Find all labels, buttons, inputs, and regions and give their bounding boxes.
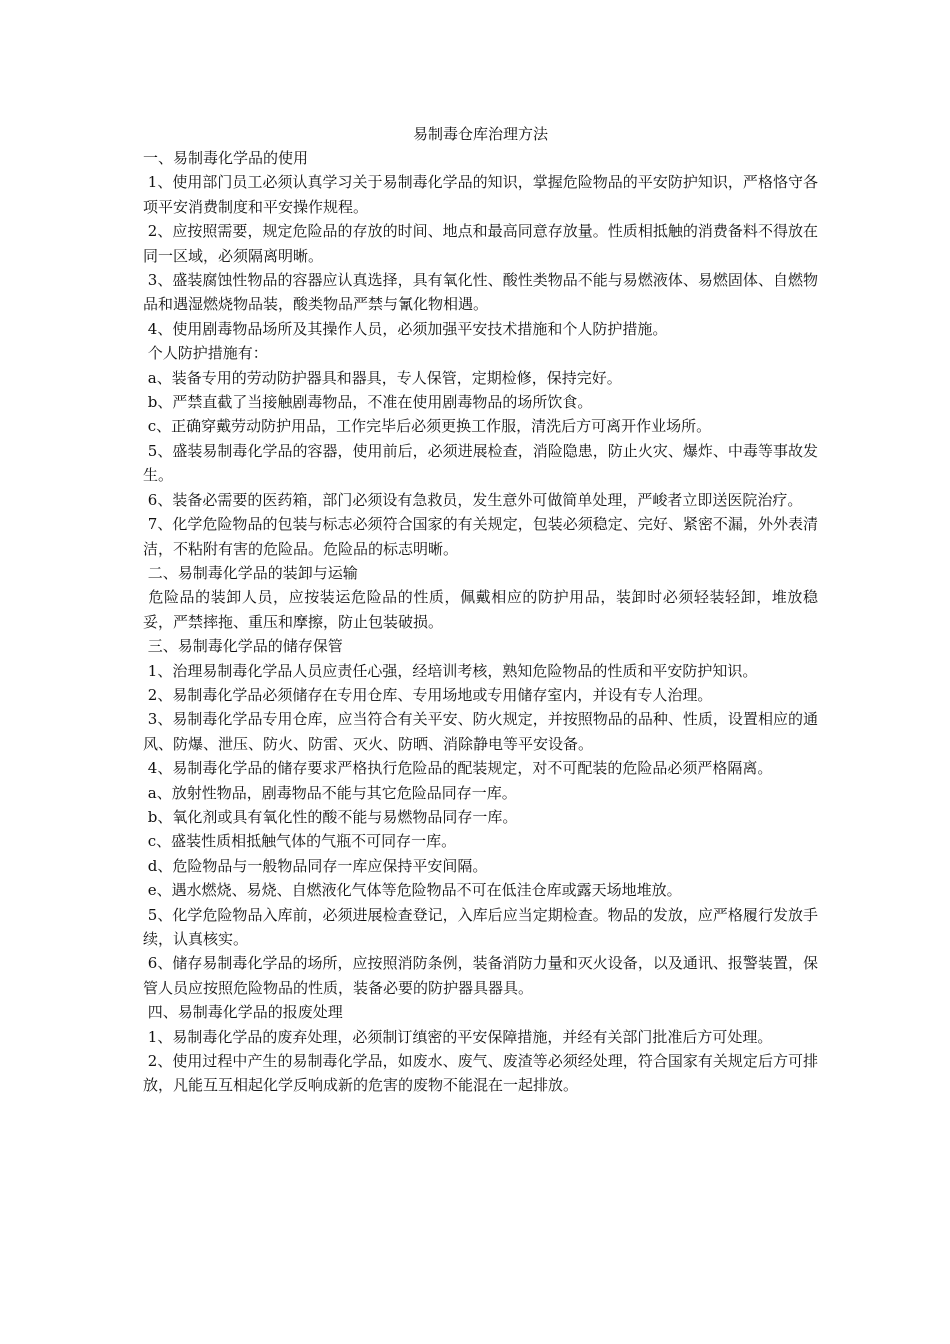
- paragraph: 四、易制毒化学品的报废处理: [143, 1003, 343, 1022]
- paragraph: 3、易制毒化学品专用仓库，应当符合有关平安、防火规定，并按照物品的品种、性质，设置相应的通风、防爆、泄压、防火、防雷、灭火、防晒、消除静电等平安设备。: [143, 710, 818, 753]
- paragraph: 2、易制毒化学品必须储存在专用仓库、专用场地或专用储存室内，并设有专人治理。: [143, 685, 713, 704]
- paragraph: 4、易制毒化学品的储存要求严格执行危险品的配装规定，对不可配装的危险品必须严格隔离。: [143, 759, 773, 778]
- paragraph: 危险品的装卸人员，应按装运危险品的性质，佩戴相应的防护用品，装卸时必须轻装轻卸，堆放稳妥，严禁摔拖、重压和摩擦，防止包装破损。: [143, 588, 818, 631]
- paragraph: 2、应按照需要，规定危险品的存放的时间、地点和最高同意存放量。性质相抵触的消费备料不得放在同一区域，必须隔离明晰。: [143, 222, 818, 265]
- document-title: 易制毒仓库治理方法: [412, 125, 548, 143]
- paragraph: c、正确穿戴劳动防护用品，工作完毕后必须更换工作服，清洗后方可离开作业场所。: [143, 417, 712, 436]
- paragraph: 1、使用部门员工必须认真学习关于易制毒化学品的知识，掌握危险物品的平安防护知识，严格恪守各项平安消费制度和平安操作规程。: [143, 173, 818, 216]
- paragraph: b、氧化剂或具有氧化性的酸不能与易燃物品同存一库。: [143, 807, 518, 826]
- paragraph: 二、易制毒化学品的装卸与运输: [143, 563, 358, 582]
- paragraph: 6、储存易制毒化学品的场所，应按照消防条例，装备消防力量和灭火设备，以及通讯、报警装置，保管人员应按照危险物品的性质，装备必要的防护器具器具。: [143, 954, 818, 997]
- paragraph: 个人防护措施有：: [143, 344, 268, 363]
- paragraph: 1、治理易制毒化学品人员应责任心强，经培训考核，熟知危险物品的性质和平安防护知识。: [143, 661, 758, 680]
- paragraph: b、严禁直截了当接触剧毒物品，不准在使用剧毒物品的场所饮食。: [143, 393, 593, 412]
- paragraph: e、遇水燃烧、易烧、自燃液化气体等危险物品不可在低洼仓库或露天场地堆放。: [143, 881, 682, 900]
- paragraph: 5、化学危险物品入库前，必须进展检查登记，入库后应当定期检查。物品的发放，应严格履行发放手续，认真核实。: [143, 905, 818, 948]
- paragraph: 6、装备必需要的医药箱，部门必须设有急救员，发生意外可做简单处理，严峻者立即送医院治疗。: [143, 490, 803, 509]
- document-page: [143, 122, 818, 1098]
- paragraph: d、危险物品与一般物品同存一库应保持平安间隔。: [143, 856, 488, 875]
- paragraph: a、放射性物品，剧毒物品不能与其它危险品同存一库。: [143, 783, 517, 802]
- paragraph: 1、易制毒化学品的废弃处理，必须制订缜密的平安保障措施，并经有关部门批准后方可处理。: [143, 1027, 773, 1046]
- paragraph: 2、使用过程中产生的易制毒化学品，如废水、废气、废渣等必须经处理，符合国家有关规定后方可排放，凡能互互相起化学反响成新的危害的废物不能混在一起排放。: [143, 1052, 818, 1095]
- paragraph: a、装备专用的劳动防护器具和器具，专人保管，定期检修，保持完好。: [143, 368, 622, 387]
- paragraph: 三、易制毒化学品的储存保管: [143, 637, 343, 656]
- document-body: [143, 146, 818, 1098]
- paragraph: 5、盛装易制毒化学品的容器，使用前后，必须进展检查，消险隐患，防止火灾、爆炸、中毒等事故发生。: [143, 441, 818, 485]
- paragraph: 7、化学危险物品的包装与标志必须符合国家的有关规定，包装必须稳定、完好、紧密不漏，外外表清洁，不粘附有害的危险品。危险品的标志明晰。: [143, 515, 818, 558]
- paragraph: c、盛装性质相抵触气体的气瓶不可同存一库。: [143, 832, 457, 851]
- paragraph: 一、易制毒化学品的使用: [143, 149, 309, 167]
- paragraph: 4、使用剧毒物品场所及其操作人员，必须加强平安技术措施和个人防护措施。: [143, 319, 668, 338]
- paragraph: 3、盛装腐蚀性物品的容器应认真选择，具有氧化性、酸性类物品不能与易燃液体、易燃固体、自燃物品和遇湿燃烧物品装，酸类物品严禁与氰化物相遇。: [143, 271, 818, 314]
